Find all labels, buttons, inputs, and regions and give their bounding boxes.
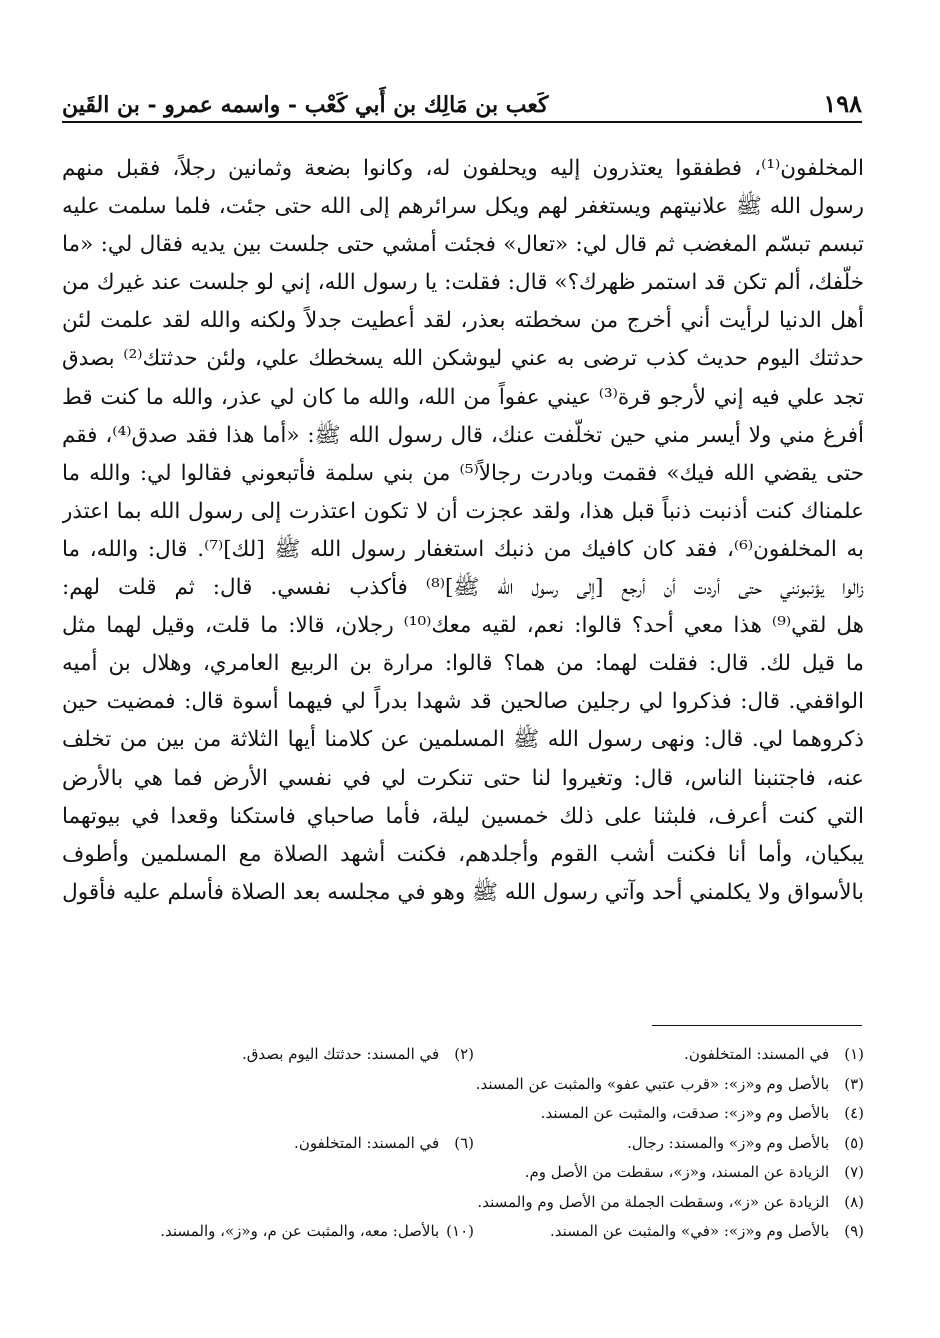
text-line: خلّفك، ألم تكن قد استمر ظهرك؟» قال: فقلت: يا رسول الله، إني لو جلست عند غيرك من — [62, 270, 864, 296]
footnote — [242, 1040, 474, 1070]
footnote-row — [62, 1217, 864, 1247]
footnote-row — [62, 1129, 864, 1159]
header-divider — [62, 121, 862, 123]
footnote-number: (٩) — [844, 1222, 864, 1240]
text-line: عنه، فاجتنبنا الناس، قال: وتغيروا لنا حتى تنكرت لي في نفسي الأرض فما هي بالأرض — [62, 765, 864, 791]
footnote-number: (٦) — [454, 1133, 474, 1152]
text-line: تبسم تبسّم المغضب ثم قال لي: «تعال» فجئت أمشي حتى جلست بين يديه فقال لي: «ما — [62, 232, 864, 258]
text-line: أهل الدنيا لرأيت أني أخرج من سخطته بعذر، لقد أعطيت جدلاً ولكنه والله لقد علمت لئن — [62, 308, 864, 334]
footnote-text: بالأصل: معه، والمثبت عن م، و«ز»، والمسند. — [160, 1222, 440, 1240]
footnote-number: (٨) — [844, 1192, 864, 1211]
text-line: المخلفون⁽¹⁾، فطفقوا يعتذرون إليه ويحلفون له، وكانوا بضعة وثمانين رجلاً، فقبل منهم — [62, 156, 864, 181]
footnote-text: الزيادة عن «ز»، وسقطت الجملة من الأصل وم والمسند. — [477, 1192, 830, 1211]
text-line: علمناك كنت أذنبت ذنباً قبل هذا، ولقد عجزت أن لا تكون اعتذرت إلى رسول الله بما اعتذر — [62, 498, 864, 524]
footnote — [160, 1217, 474, 1247]
footnote-text: في المسند: حدثتك اليوم بصدق. — [241, 1045, 440, 1063]
footnote-row — [62, 1099, 864, 1129]
footnote — [476, 1070, 864, 1100]
text-line: الواقفي. قال: فذكروا لي رجلين صالحين قد شهدا بدراً لي فيهما أسوة قال: فمضيت حين — [62, 689, 864, 715]
text-line: تجد علي فيه إني لأرجو قرة⁽³⁾ عيني عفواً من الله، والله ما كان لي عذر، والله ما كنت قط — [62, 384, 864, 410]
page-number: ١٩٨ — [823, 89, 862, 118]
text-line: أفرغ مني ولا أيسر مني حين تخلّفت عنك، قال رسول الله ﷺ: «أما هذا فقد صدق⁽⁴⁾، فقم — [62, 422, 864, 448]
footnote — [294, 1129, 474, 1159]
text-line: التي كنت أعرف، فلبثنا على ذلك خمسين ليلة، فأما صاحباي فاستكنا وقعدا في بيوتهما — [62, 803, 864, 829]
footnote — [474, 1129, 864, 1159]
footnote-text: بالأصل وم و«ز»: «قرب عتبي عفو» والمثبت عن المسند. — [475, 1074, 830, 1093]
main-text — [62, 150, 864, 912]
footnote-number: (٣) — [844, 1074, 864, 1093]
text-line: حتى يقضي الله فيك» فقمت وبادرت رجالاً⁽⁵⁾ من بني سلمة فأتبعوني فقالوا لي: والله ما — [62, 460, 864, 486]
footnote — [477, 1188, 864, 1218]
footnote — [525, 1158, 864, 1188]
text-line: هل لقي⁽⁹⁾ هذا معي أحد؟ قالوا: نعم، لقيه معك⁽¹⁰⁾ رجلان، قالا: ما قلت، وقيل لهما مثل — [62, 613, 864, 639]
footnote — [541, 1099, 864, 1129]
footnote-number: (٤) — [844, 1104, 864, 1122]
footnote-row — [62, 1040, 864, 1070]
text-line: به المخلفون⁽⁶⁾، فقد كان كافيك من ذنبك استغفار رسول الله ﷺ [لك]⁽⁷⁾. قال: والله، ما — [62, 536, 864, 562]
footnotes — [62, 1040, 864, 1247]
footnote-text: بالأصل وم و«ز»: صدقت، والمثبت عن المسند. — [540, 1104, 830, 1122]
footnote-number: (٥) — [844, 1133, 864, 1152]
text-line: زالوا يؤنبونني حتى أردت أن أرجع [إلى رسول الله ﷺ]⁽⁸⁾ فأكذب نفسي. قال: ثم قلت لهم: — [62, 575, 864, 601]
footnote-number: (٧) — [844, 1163, 864, 1181]
footnote-row — [62, 1070, 864, 1100]
footnote-text: الزيادة عن المسند، و«ز»، سقطت من الأصل وم. — [524, 1163, 830, 1181]
text-line: بالأسواق ولا يكلمني أحد وآتي رسول الله ﷺ وهو في مجلسه بعد الصلاة فأسلم عليه فأقول — [62, 879, 864, 905]
footnote-text: في المسند: المتخلفون. — [294, 1133, 440, 1152]
footnote-text: في المسند: المتخلفون. — [684, 1045, 830, 1063]
footnote-divider — [652, 1025, 862, 1026]
text-line: حدثتك اليوم حديث كذب ترضى به عني ليوشكن الله يسخطك علي، ولئن حدثتك⁽²⁾ بصدق — [62, 346, 864, 372]
footnote-row — [62, 1158, 864, 1188]
text-line: يبكيان، وأما أنا فكنت أشب القوم وأجلدهم، فكنت أشهد الصلاة مع المسلمين وأطوف — [62, 841, 864, 867]
footnote-text: بالأصل وم و«ز»: «في» والمثبت عن المسند. — [549, 1222, 830, 1240]
footnote-text: بالأصل وم و«ز» والمسند: رجال. — [627, 1133, 830, 1152]
running-title: كَعب بن مَالِك بن أَبي كَعْب - واسمه عمرو - بن القَين — [62, 92, 549, 118]
footnote — [474, 1040, 864, 1070]
page-header — [62, 78, 862, 118]
footnote-row — [62, 1188, 864, 1218]
footnote-number: (١) — [844, 1045, 864, 1063]
footnote — [474, 1217, 864, 1247]
footnote-number: (١٠) — [446, 1222, 474, 1240]
text-line: ما قيل لك. قال: فقلت لهما: من هما؟ قالوا: مرارة بن الربيع العامري، وهلال بن أميه — [62, 651, 864, 677]
footnote-number: (٢) — [454, 1045, 474, 1063]
text-line: رسول الله ﷺ علانيتهم ويستغفر لهم ويكل سرائرهم إلى الله حتى جئت، فلما سلمت عليه — [62, 194, 864, 220]
text-line: ذكروهما لي. قال: ونهى رسول الله ﷺ المسلمين عن كلامنا أيها الثلاثة من بين من تخلف — [62, 727, 864, 753]
